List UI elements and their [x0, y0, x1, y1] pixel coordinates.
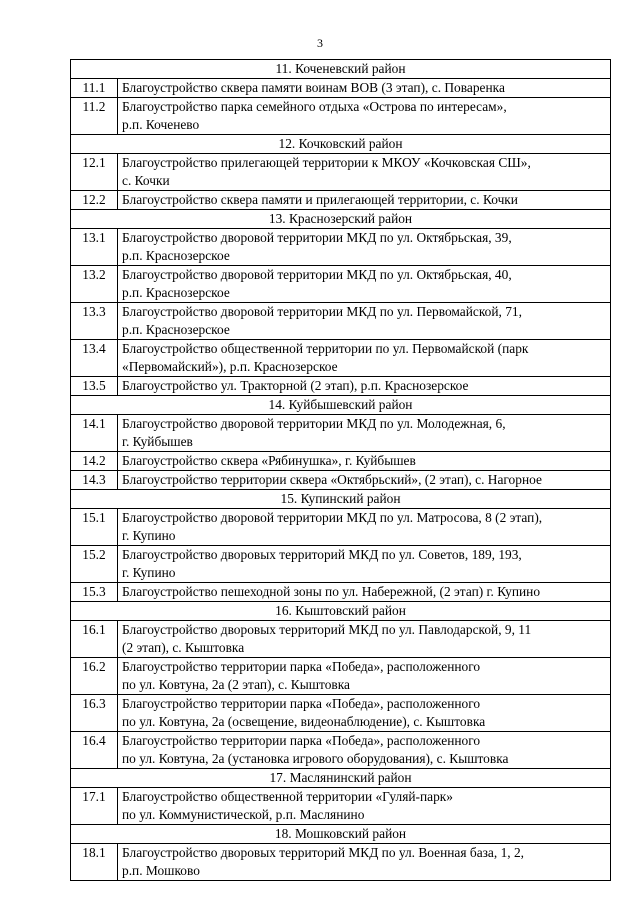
table-row: [71, 658, 611, 695]
item-description: Благоустройство прилегающей территории к МКОУ «Кочковская СШ», с. Кочки: [118, 154, 611, 191]
table-row: [71, 340, 611, 377]
district-heading: 16. Кыштовский район: [71, 602, 611, 621]
item-description: Благоустройство сквера «Рябинушка», г. Куйбышев: [118, 452, 611, 471]
district-heading: 13. Краснозерский район: [71, 210, 611, 229]
table-row: [71, 452, 611, 471]
item-description: Благоустройство территории сквера «Октябрьский», (2 этап), с. Нагорное: [118, 471, 611, 490]
projects-table: [70, 59, 611, 881]
item-description: Благоустройство дворовых территорий МКД по ул. Советов, 189, 193, г. Купино: [118, 546, 611, 583]
projects-table-body: [71, 60, 611, 881]
table-row: [71, 98, 611, 135]
item-description: Благоустройство пешеходной зоны по ул. Набережной, (2 этап) г. Купино: [118, 583, 611, 602]
item-number: 13.1: [71, 229, 118, 266]
district-header-row: [71, 769, 611, 788]
item-number: 16.3: [71, 695, 118, 732]
item-description: Благоустройство общественной территории по ул. Первомайской (парк «Первомайский»), р.п. Краснозерское: [118, 340, 611, 377]
district-heading: 17. Маслянинский район: [71, 769, 611, 788]
table-row: [71, 583, 611, 602]
district-heading: 18. Мошковский район: [71, 825, 611, 844]
item-number: 12.1: [71, 154, 118, 191]
table-row: [71, 154, 611, 191]
item-number: 16.4: [71, 732, 118, 769]
item-description: Благоустройство ул. Тракторной (2 этап), р.п. Краснозерское: [118, 377, 611, 396]
item-description: Благоустройство территории парка «Победа», расположенного по ул. Ковтуна, 2а (освещение, видеонаблюдение), с. Кыштовка: [118, 695, 611, 732]
item-number: 11.2: [71, 98, 118, 135]
item-description: Благоустройство общественной территории «Гуляй-парк» по ул. Коммунистической, р.п. Маслянино: [118, 788, 611, 825]
table-row: [71, 732, 611, 769]
table-row: [71, 844, 611, 881]
item-description: Благоустройство дворовых территорий МКД по ул. Павлодарской, 9, 11 (2 этап), с. Кыштовка: [118, 621, 611, 658]
district-header-row: [71, 135, 611, 154]
item-number: 17.1: [71, 788, 118, 825]
item-description: Благоустройство территории парка «Победа», расположенного по ул. Ковтуна, 2а (2 этап), с. Кыштовка: [118, 658, 611, 695]
district-heading: 11. Коченевский район: [71, 60, 611, 79]
table-row: [71, 621, 611, 658]
item-number: 13.3: [71, 303, 118, 340]
item-description: Благоустройство сквера памяти воинам ВОВ (3 этап), с. Поваренка: [118, 79, 611, 98]
table-row: [71, 471, 611, 490]
item-number: 14.3: [71, 471, 118, 490]
item-number: 12.2: [71, 191, 118, 210]
item-description: Благоустройство дворовой территории МКД по ул. Октябрьская, 39, р.п. Краснозерское: [118, 229, 611, 266]
district-header-row: [71, 602, 611, 621]
item-number: 16.1: [71, 621, 118, 658]
table-row: [71, 191, 611, 210]
item-number: 15.1: [71, 509, 118, 546]
district-header-row: [71, 490, 611, 509]
item-number: 15.2: [71, 546, 118, 583]
table-row: [71, 266, 611, 303]
item-number: 18.1: [71, 844, 118, 881]
item-number: 14.2: [71, 452, 118, 471]
district-heading: 12. Кочковский район: [71, 135, 611, 154]
district-heading: 14. Куйбышевский район: [71, 396, 611, 415]
district-header-row: [71, 825, 611, 844]
item-number: 11.1: [71, 79, 118, 98]
item-number: 13.4: [71, 340, 118, 377]
item-number: 16.2: [71, 658, 118, 695]
item-description: Благоустройство дворовой территории МКД по ул. Молодежная, 6, г. Куйбышев: [118, 415, 611, 452]
district-heading: 15. Купинский район: [71, 490, 611, 509]
table-row: [71, 509, 611, 546]
district-header-row: [71, 60, 611, 79]
item-number: 15.3: [71, 583, 118, 602]
district-header-row: [71, 396, 611, 415]
item-description: Благоустройство территории парка «Победа», расположенного по ул. Ковтуна, 2а (установка игрового оборудования), с. Кыштовка: [118, 732, 611, 769]
item-description: Благоустройство дворовых территорий МКД по ул. Военная база, 1, 2, р.п. Мошково: [118, 844, 611, 881]
item-number: 14.1: [71, 415, 118, 452]
item-number: 13.5: [71, 377, 118, 396]
item-description: Благоустройство дворовой территории МКД по ул. Матросова, 8 (2 этап), г. Купино: [118, 509, 611, 546]
table-row: [71, 788, 611, 825]
item-description: Благоустройство сквера памяти и прилегающей территории, с. Кочки: [118, 191, 611, 210]
item-description: Благоустройство дворовой территории МКД по ул. Октябрьская, 40, р.п. Краснозерское: [118, 266, 611, 303]
item-description: Благоустройство дворовой территории МКД по ул. Первомайской, 71, р.п. Краснозерское: [118, 303, 611, 340]
table-row: [71, 303, 611, 340]
table-row: [71, 377, 611, 396]
item-description: Благоустройство парка семейного отдыха «Острова по интересам», р.п. Коченево: [118, 98, 611, 135]
district-header-row: [71, 210, 611, 229]
table-row: [71, 79, 611, 98]
table-row: [71, 415, 611, 452]
table-row: [71, 229, 611, 266]
table-row: [71, 546, 611, 583]
page-number: 3: [317, 36, 323, 50]
table-row: [71, 695, 611, 732]
item-number: 13.2: [71, 266, 118, 303]
